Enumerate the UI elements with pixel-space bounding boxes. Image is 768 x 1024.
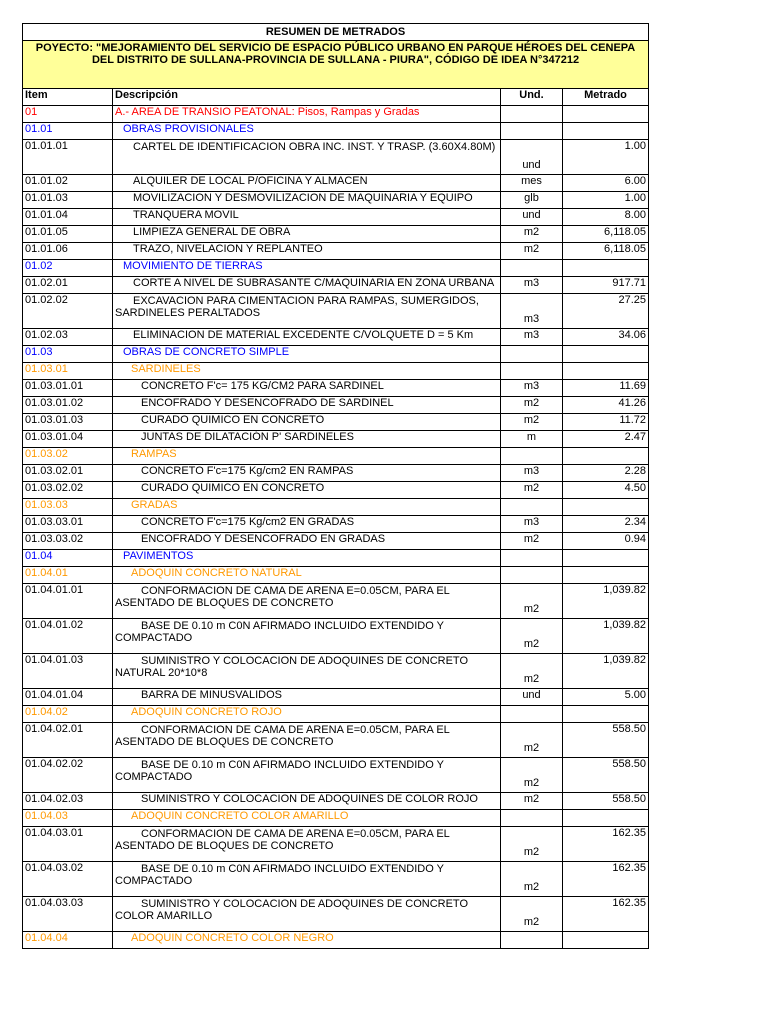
item-metrado: [563, 260, 649, 277]
item-description: SUMINISTRO Y COLOCACION DE ADOQUINES DE CONCRETO NATURAL 20*10*8: [113, 654, 501, 689]
item-unit: m3: [501, 277, 563, 294]
item-code: 01.04.03.03: [23, 897, 113, 932]
item-description: ADOQUIN CONCRETO NATURAL: [113, 567, 501, 584]
table-row: [23, 533, 649, 550]
item-description: BASE DE 0.10 m C0N AFIRMADO INCLUIDO EXTENDIDO Y COMPACTADO: [113, 758, 501, 793]
item-unit: [501, 706, 563, 723]
column-header-row: [23, 89, 649, 106]
table-row: [23, 397, 649, 414]
item-unit: m2: [501, 827, 563, 862]
item-code: 01.03.03: [23, 499, 113, 516]
table-row: [23, 346, 649, 363]
item-unit: m3: [501, 380, 563, 397]
item-unit: m2: [501, 654, 563, 689]
item-description: RAMPAS: [113, 448, 501, 465]
table-row: [23, 897, 649, 932]
item-description: SUMINISTRO Y COLOCACION DE ADOQUINES DE CONCRETO COLOR AMARILLO: [113, 897, 501, 932]
item-description: CORTE A NIVEL DE SUBRASANTE C/MAQUINARIA EN ZONA URBANA: [113, 277, 501, 294]
table-row: [23, 723, 649, 758]
item-metrado: 11.72: [563, 414, 649, 431]
item-description: BASE DE 0.10 m C0N AFIRMADO INCLUIDO EXTENDIDO Y COMPACTADO: [113, 619, 501, 654]
item-description: BASE DE 0.10 m C0N AFIRMADO INCLUIDO EXTENDIDO Y COMPACTADO: [113, 862, 501, 897]
item-code: 01.04.04: [23, 932, 113, 949]
item-code: 01.01.04: [23, 209, 113, 226]
item-unit: m2: [501, 482, 563, 499]
item-description: ADOQUIN CONCRETO COLOR NEGRO: [113, 932, 501, 949]
item-metrado: 162.35: [563, 897, 649, 932]
table-row: [23, 793, 649, 810]
header-item: Item: [23, 89, 113, 106]
item-code: 01.01.03: [23, 192, 113, 209]
item-unit: m2: [501, 862, 563, 897]
item-description: CARTEL DE IDENTIFICACION OBRA INC. INST. Y TRASP. (3.60X4.80M): [113, 140, 501, 175]
item-unit: m2: [501, 793, 563, 810]
item-description: CURADO QUIMICO EN CONCRETO: [113, 414, 501, 431]
item-unit: und: [501, 689, 563, 706]
table-row: [23, 260, 649, 277]
item-metrado: [563, 706, 649, 723]
item-code: 01.03.01.03: [23, 414, 113, 431]
table-row: [23, 827, 649, 862]
item-metrado: 27.25: [563, 294, 649, 329]
header-metrado: Metrado: [563, 89, 649, 106]
item-unit: m3: [501, 329, 563, 346]
table-row: [23, 758, 649, 793]
item-unit: m2: [501, 243, 563, 260]
item-description: ALQUILER DE LOCAL P/OFICINA Y ALMACEN: [113, 175, 501, 192]
item-unit: m: [501, 431, 563, 448]
item-description: JUNTAS DE DILATACIÓN P' SARDINELES: [113, 431, 501, 448]
item-unit: und: [501, 209, 563, 226]
item-description: CONFORMACION DE CAMA DE ARENA E=0.05CM, PARA EL ASENTADO DE BLOQUES DE CONCRETO: [113, 723, 501, 758]
sheet-title: RESUMEN DE METRADOS: [23, 24, 649, 41]
item-metrado: 1.00: [563, 192, 649, 209]
item-code: 01.01.02: [23, 175, 113, 192]
item-code: 01.02.02: [23, 294, 113, 329]
item-unit: m2: [501, 723, 563, 758]
table-row: [23, 516, 649, 533]
item-unit: m2: [501, 584, 563, 619]
item-unit: [501, 346, 563, 363]
item-code: 01.04: [23, 550, 113, 567]
table-row: [23, 862, 649, 897]
item-code: 01.03.02: [23, 448, 113, 465]
item-code: 01.02.01: [23, 277, 113, 294]
item-unit: [501, 810, 563, 827]
item-metrado: 2.47: [563, 431, 649, 448]
item-description: CONCRETO F'c= 175 KG/CM2 PARA SARDINEL: [113, 380, 501, 397]
table-row: [23, 584, 649, 619]
item-code: 01.04.03.02: [23, 862, 113, 897]
item-unit: und: [501, 140, 563, 175]
item-metrado: 162.35: [563, 862, 649, 897]
item-code: 01.04.01.04: [23, 689, 113, 706]
item-metrado: [563, 363, 649, 380]
table-row: [23, 654, 649, 689]
item-description: OBRAS PROVISIONALES: [113, 123, 501, 140]
item-code: 01.03.01.04: [23, 431, 113, 448]
title-row: [23, 24, 649, 41]
table-row: [23, 226, 649, 243]
item-unit: m3: [501, 465, 563, 482]
item-code: 01.03.01: [23, 363, 113, 380]
item-unit: mes: [501, 175, 563, 192]
item-metrado: 2.28: [563, 465, 649, 482]
table-row: [23, 363, 649, 380]
table-row: [23, 294, 649, 329]
table-row: [23, 619, 649, 654]
item-code: 01.03.01.01: [23, 380, 113, 397]
item-description: PAVIMENTOS: [113, 550, 501, 567]
table-row: [23, 414, 649, 431]
item-metrado: 11.69: [563, 380, 649, 397]
item-metrado: 1,039.82: [563, 654, 649, 689]
item-code: 01.04.01.02: [23, 619, 113, 654]
item-metrado: 558.50: [563, 723, 649, 758]
item-code: 01.01: [23, 123, 113, 140]
item-metrado: 6.00: [563, 175, 649, 192]
table-row: [23, 209, 649, 226]
table-row: [23, 465, 649, 482]
table-row: [23, 932, 649, 949]
item-metrado: [563, 499, 649, 516]
item-metrado: 6,118.05: [563, 226, 649, 243]
item-unit: m2: [501, 414, 563, 431]
item-code: 01.04.03: [23, 810, 113, 827]
table-row: [23, 448, 649, 465]
item-description: CONFORMACION DE CAMA DE ARENA E=0.05CM, PARA EL ASENTADO DE BLOQUES DE CONCRETO: [113, 584, 501, 619]
item-code: 01.03.03.02: [23, 533, 113, 550]
table-row: [23, 106, 649, 123]
item-unit: [501, 550, 563, 567]
item-code: 01.03.02.01: [23, 465, 113, 482]
table-row: [23, 277, 649, 294]
project-title: POYECTO: "MEJORAMIENTO DEL SERVICIO DE ESPACIO PÚBLICO URBANO EN PARQUE HÉROES DEL CENEPA DEL DISTRITO DE SULLANA-PROVINCIA DE SULLANA - PIURA", CÓDIGO DE IDEA N°347212: [23, 41, 649, 89]
item-code: 01.04.02.01: [23, 723, 113, 758]
item-code: 01.03: [23, 346, 113, 363]
item-metrado: [563, 932, 649, 949]
table-row: [23, 175, 649, 192]
item-description: A.- AREA DE TRANSIO PEATONAL: Pisos, Rampas y Gradas: [113, 106, 501, 123]
project-row: [23, 41, 649, 89]
item-metrado: [563, 123, 649, 140]
item-metrado: 558.50: [563, 793, 649, 810]
item-unit: m2: [501, 226, 563, 243]
item-metrado: [563, 346, 649, 363]
item-metrado: 2.34: [563, 516, 649, 533]
item-code: 01.04.01.03: [23, 654, 113, 689]
item-description: CURADO QUIMICO EN CONCRETO: [113, 482, 501, 499]
item-code: 01.02.03: [23, 329, 113, 346]
item-code: 01.01.06: [23, 243, 113, 260]
item-description: MOVIMIENTO DE TIERRAS: [113, 260, 501, 277]
item-description: TRAZO, NIVELACION Y REPLANTEO: [113, 243, 501, 260]
item-code: 01.04.03.01: [23, 827, 113, 862]
item-code: 01.04.02.02: [23, 758, 113, 793]
item-description: ELIMINACION DE MATERIAL EXCEDENTE C/VOLQUETE D = 5 Km: [113, 329, 501, 346]
item-code: 01.03.03.01: [23, 516, 113, 533]
item-description: SUMINISTRO Y COLOCACION DE ADOQUINES DE COLOR ROJO: [113, 793, 501, 810]
table-row: [23, 550, 649, 567]
item-description: ADOQUIN CONCRETO COLOR AMARILLO: [113, 810, 501, 827]
item-metrado: 162.35: [563, 827, 649, 862]
item-description: ENCOFRADO Y DESENCOFRADO EN GRADAS: [113, 533, 501, 550]
item-unit: m2: [501, 533, 563, 550]
item-description: EXCAVACION PARA CIMENTACION PARA RAMPAS, SUMERGIDOS, SARDINELES PERALTADOS: [113, 294, 501, 329]
header-description: Descripción: [113, 89, 501, 106]
item-unit: m3: [501, 516, 563, 533]
item-description: ADOQUIN CONCRETO ROJO: [113, 706, 501, 723]
item-metrado: [563, 810, 649, 827]
item-code: 01.04.01: [23, 567, 113, 584]
item-metrado: 1.00: [563, 140, 649, 175]
item-description: MOVILIZACION Y DESMOVILIZACION DE MAQUINARIA Y EQUIPO: [113, 192, 501, 209]
item-unit: [501, 499, 563, 516]
item-description: OBRAS DE CONCRETO SIMPLE: [113, 346, 501, 363]
item-unit: m2: [501, 397, 563, 414]
item-metrado: 34.06: [563, 329, 649, 346]
item-description: GRADAS: [113, 499, 501, 516]
item-metrado: 6,118.05: [563, 243, 649, 260]
item-metrado: [563, 448, 649, 465]
table-row: [23, 706, 649, 723]
item-description: CONFORMACION DE CAMA DE ARENA E=0.05CM, PARA EL ASENTADO DE BLOQUES DE CONCRETO: [113, 827, 501, 862]
item-code: 01.04.02: [23, 706, 113, 723]
item-metrado: [563, 550, 649, 567]
table-row: [23, 140, 649, 175]
table-row: [23, 329, 649, 346]
item-unit: [501, 260, 563, 277]
item-code: 01: [23, 106, 113, 123]
item-unit: [501, 106, 563, 123]
item-description: LIMPIEZA GENERAL DE OBRA: [113, 226, 501, 243]
table-row: [23, 689, 649, 706]
table-row: [23, 243, 649, 260]
item-unit: [501, 123, 563, 140]
item-unit: glb: [501, 192, 563, 209]
item-code: 01.03.02.02: [23, 482, 113, 499]
table-row: [23, 123, 649, 140]
item-metrado: 1,039.82: [563, 584, 649, 619]
item-code: 01.03.01.02: [23, 397, 113, 414]
table-row: [23, 380, 649, 397]
item-unit: m2: [501, 758, 563, 793]
table-row: [23, 499, 649, 516]
item-metrado: 917.71: [563, 277, 649, 294]
item-description: SARDINELES: [113, 363, 501, 380]
item-unit: m2: [501, 897, 563, 932]
item-code: 01.01.05: [23, 226, 113, 243]
item-metrado: 8.00: [563, 209, 649, 226]
item-code: 01.02: [23, 260, 113, 277]
item-code: 01.04.02.03: [23, 793, 113, 810]
item-metrado: [563, 106, 649, 123]
item-metrado: [563, 567, 649, 584]
metrados-table: [22, 23, 649, 949]
item-description: CONCRETO F'c=175 Kg/cm2 EN RAMPAS: [113, 465, 501, 482]
item-description: CONCRETO F'c=175 Kg/cm2 EN GRADAS: [113, 516, 501, 533]
table-row: [23, 567, 649, 584]
item-description: ENCOFRADO Y DESENCOFRADO DE SARDINEL: [113, 397, 501, 414]
item-unit: [501, 363, 563, 380]
header-unit: Und.: [501, 89, 563, 106]
item-unit: [501, 932, 563, 949]
table-row: [23, 431, 649, 448]
item-metrado: 558.50: [563, 758, 649, 793]
item-metrado: 1,039.82: [563, 619, 649, 654]
item-description: BARRA DE MINUSVALIDOS: [113, 689, 501, 706]
item-unit: m2: [501, 619, 563, 654]
item-code: 01.04.01.01: [23, 584, 113, 619]
table-row: [23, 192, 649, 209]
item-metrado: 0.94: [563, 533, 649, 550]
item-metrado: 4.50: [563, 482, 649, 499]
item-metrado: 41.26: [563, 397, 649, 414]
table-row: [23, 482, 649, 499]
item-unit: [501, 567, 563, 584]
item-metrado: 5.00: [563, 689, 649, 706]
item-unit: [501, 448, 563, 465]
item-description: TRANQUERA MOVIL: [113, 209, 501, 226]
table-row: [23, 810, 649, 827]
item-code: 01.01.01: [23, 140, 113, 175]
item-unit: m3: [501, 294, 563, 329]
